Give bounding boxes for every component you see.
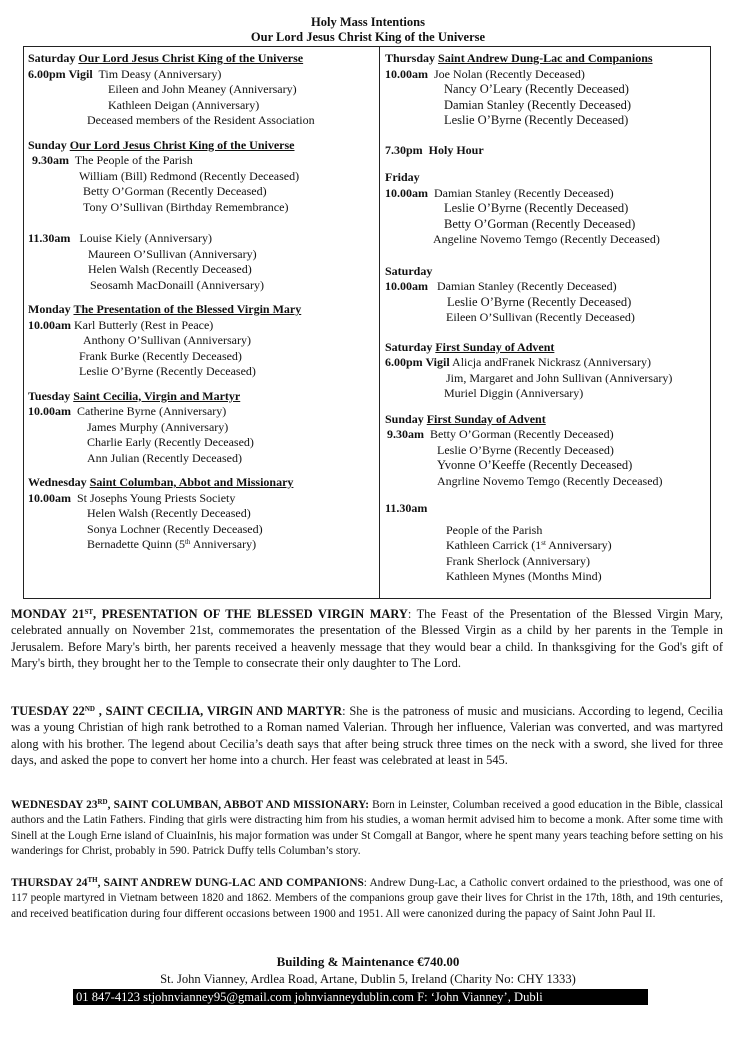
mass-time: 10.00am: [385, 66, 428, 81]
intention: Damian Stanley (Recently Deceased): [444, 97, 632, 112]
monday-paragraph: MONDAY 21ST, PRESENTATION OF THE BLESSED VIRGIN MARY: The Feast of the Presentation of the Blessed Virgin Mary, celebrated annually on November 21st, commemorates the presentation of the Blessed Virgin as a child by her parents in the Temple in Jerusalem. Before Mary's birth, her parents received a heavenly message that they would bear a child. In thanksgiving for the God's gift of Mary's birth, they brought her to the Temple to consecrate their only daughter to The Lord.: [11, 607, 723, 670]
sunday-1130-block: [385, 501, 709, 585]
intention: Karl Butterly (Rest in Peace): [74, 317, 214, 332]
feast-label: Saint Andrew Dung-Lac and Companions: [438, 51, 653, 65]
day-label: Saturday: [28, 51, 79, 65]
mass-time: 10.00am: [385, 185, 428, 200]
intention: Betty O’Gorman (Recently Deceased): [430, 427, 614, 441]
mass-time: 7.30pm: [385, 142, 423, 157]
left-column: [28, 51, 374, 562]
page-title: Holy Mass Intentions: [311, 15, 425, 29]
mass-time: 10.00am: [385, 279, 428, 293]
intention: Bernadette Quinn (5th Anniversary): [87, 537, 257, 551]
mass-time: 10.00am: [28, 490, 71, 505]
intention: Anthony O’Sullivan (Anniversary): [83, 333, 251, 347]
intention: The People of the Parish: [74, 153, 193, 167]
day-label: Wednesday: [28, 475, 90, 489]
feast-label: Saint Cecilia, Virgin and Martyr: [73, 388, 241, 403]
intention: Betty O’Gorman (Recently Deceased): [83, 184, 267, 198]
intention: Tony O’Sullivan (Birthday Remembrance): [83, 199, 289, 214]
intention: Helen Walsh (Recently Deceased): [87, 506, 251, 520]
building-maintenance: Building & Maintenance €740.00: [276, 954, 460, 969]
intention: Jim, Margaret and John Sullivan (Anniversary): [446, 370, 673, 385]
mass-time: 11.30am: [385, 501, 428, 515]
intention: Damian Stanley (Recently Deceased): [437, 279, 617, 293]
intention: Damian Stanley (Recently Deceased): [434, 185, 614, 200]
day-label: Friday: [385, 170, 420, 184]
monday-block: [28, 302, 374, 380]
friday-block: [385, 170, 709, 248]
mass-time: 10.00am: [28, 317, 71, 332]
mass-time: 11.30am: [28, 231, 71, 245]
mass-time: 9.30am: [32, 153, 69, 167]
day-label: Sunday: [385, 411, 427, 426]
sunday-block: [28, 138, 374, 216]
intention: Leslie O’Byrne (Recently Deceased): [79, 364, 256, 378]
tuesday-paragraph: TUESDAY 22ND , SAINT CECILIA, VIRGIN AND MARTYR: She is the patroness of music and musicians. According to legend, Cecilia was a young Christian of high rank betrothed to a Roman named Valerian. Through her influence, Valerian was converted, and was martyred along with his brother. The legend about Cecilia’s death says that after being struck three times on the neck with a sword, she lived for three days, and asked the pope to convert her home into a church. Her feast was celebrated at least in 545.: [11, 704, 723, 767]
intention: Deceased members of the Resident Association: [87, 113, 315, 127]
day-label: Thursday: [385, 51, 439, 65]
intention: Alicja andFranek Nickrasz (Anniversary): [452, 355, 651, 369]
day-label: Saturday: [385, 339, 436, 354]
intention: Joe Nolan (Recently Deceased): [434, 66, 585, 81]
intention: St Josephs Young Priests Society: [77, 490, 236, 505]
saturday-block: [28, 51, 374, 129]
intention: Leslie O’Byrne (Recently Deceased): [444, 113, 629, 127]
intention: Muriel Diggin (Anniversary): [444, 386, 584, 400]
column-divider: [379, 47, 380, 598]
parish-address: St. John Vianney, Ardlea Road, Artane, Dublin 5, Ireland (Charity No: CHY 1333): [160, 972, 576, 986]
thursday-block: [385, 51, 709, 129]
sunday-1130-block: [28, 231, 374, 293]
intention: Ann Julian (Recently Deceased): [87, 450, 242, 465]
holy-hour-label: Holy Hour: [428, 142, 484, 157]
thursday-paragraph: THURSDAY 24TH, SAINT ANDREW DUNG-LAC AND COMPANIONS: Andrew Dung-Lac, a Catholic convert ordained to the priesthood, was one of 117 people martyred in Vietnam between 1820 and 1862. Members of the companions group gave their lives for Christ in the 17th, 18th, and 19th centuries, and received beatification during four different occasions between 1900 and 1951. All were canonized during the papacy of Saint John Paul II.: [11, 876, 723, 920]
feast-label: Our Lord Jesus Christ King of the Universe: [69, 137, 295, 152]
page-subtitle: Our Lord Jesus Christ King of the Universe: [250, 30, 486, 44]
intention: Seosamh MacDonaill (Anniversary): [90, 277, 264, 292]
tuesday-block: [28, 389, 374, 467]
intention: Helen Walsh (Recently Deceased): [88, 262, 252, 276]
day-label: Saturday: [385, 263, 433, 278]
wednesday-block: [28, 475, 374, 553]
intention: James Murphy (Anniversary): [87, 419, 229, 434]
intention: Sonya Lochner (Recently Deceased): [87, 521, 263, 536]
holy-hour-block: [385, 143, 709, 159]
intention: Catherine Byrne (Anniversary): [77, 404, 227, 418]
contact-bar: 01 847-4123 stjohnvianney95@gmail.com johnvianneydublin.com F: ‘John Vianney’, Dubli: [73, 989, 648, 1005]
intention: Eileen and John Meaney (Anniversary): [108, 82, 297, 96]
feast-label: Saint Columban, Abbot and Missionary: [89, 475, 294, 489]
intention: William (Bill) Redmond (Recently Deceased): [79, 168, 300, 183]
wednesday-paragraph: WEDNESDAY 23RD, SAINT COLUMBAN, ABBOT AND MISSIONARY: Born in Leinster, Columban received a good education in the Bible, classical authors and the Latin Fathers. Finding that girls were distracting him from his studies, a woman hermit advised him to become a monk. After some time with Sinell at the Lough Erne island of CluainInis, his major formation was under St Comgall at Bangor, where he spent many years teaching before setting on his wanderings for Christ, probably in 590. Patrick Duffy tells Columban’s story.: [11, 798, 723, 857]
day-label: Sunday: [28, 137, 70, 152]
intention: Angrline Novemo Temgo (Recently Deceased): [437, 473, 663, 488]
feast-label: First Sunday of Advent: [426, 411, 546, 426]
intention: Kathleen Deigan (Anniversary): [108, 97, 260, 112]
mass-intentions-table: [23, 46, 711, 599]
intention: Leslie O’Byrne (Recently Deceased): [437, 442, 614, 457]
right-column: [385, 51, 709, 594]
mass-time: 10.00am: [28, 404, 71, 418]
intention: Yvonne O’Keeffe (Recently Deceased): [437, 458, 633, 472]
intention: Louise Kiely (Anniversary): [79, 231, 212, 245]
intention: Kathleen Carrick (1st Anniversary): [446, 538, 612, 552]
intention: Betty O’Gorman (Recently Deceased): [444, 216, 636, 231]
day-label: Monday: [28, 302, 74, 316]
intention: Frank Burke (Recently Deceased): [79, 348, 242, 363]
sunday-block: [385, 412, 709, 490]
intention: Charlie Early (Recently Deceased): [87, 435, 254, 449]
saturday-vigil-block: [385, 340, 709, 402]
intention: Frank Sherlock (Anniversary): [446, 553, 590, 568]
feast-label: First Sunday of Advent: [435, 339, 555, 354]
mass-time: 9.30am: [387, 427, 424, 441]
saturday-block: [385, 264, 709, 326]
feast-label: Our Lord Jesus Christ King of the Universe: [78, 51, 304, 65]
intention: Kathleen Mynes (Months Mind): [446, 569, 602, 583]
intention: Nancy O’Leary (Recently Deceased): [444, 82, 629, 96]
intention: Tim Deasy (Anniversary): [98, 66, 222, 81]
intention: Leslie O’Byrne (Recently Deceased): [444, 201, 629, 215]
intention: Leslie O’Byrne (Recently Deceased): [447, 294, 632, 309]
feast-label: The Presentation of the Blessed Virgin Mary: [73, 302, 302, 316]
intention: Angeline Novemo Temgo (Recently Deceased): [433, 232, 660, 246]
intention: People of the Parish: [446, 522, 543, 537]
intention: Maureen O’Sullivan (Anniversary): [88, 246, 257, 261]
day-label: Tuesday: [28, 388, 74, 403]
intention: Eileen O’Sullivan (Recently Deceased): [446, 310, 635, 324]
mass-time: 6.00pm Vigil: [28, 66, 93, 81]
mass-time: 6.00pm Vigil: [385, 355, 450, 369]
